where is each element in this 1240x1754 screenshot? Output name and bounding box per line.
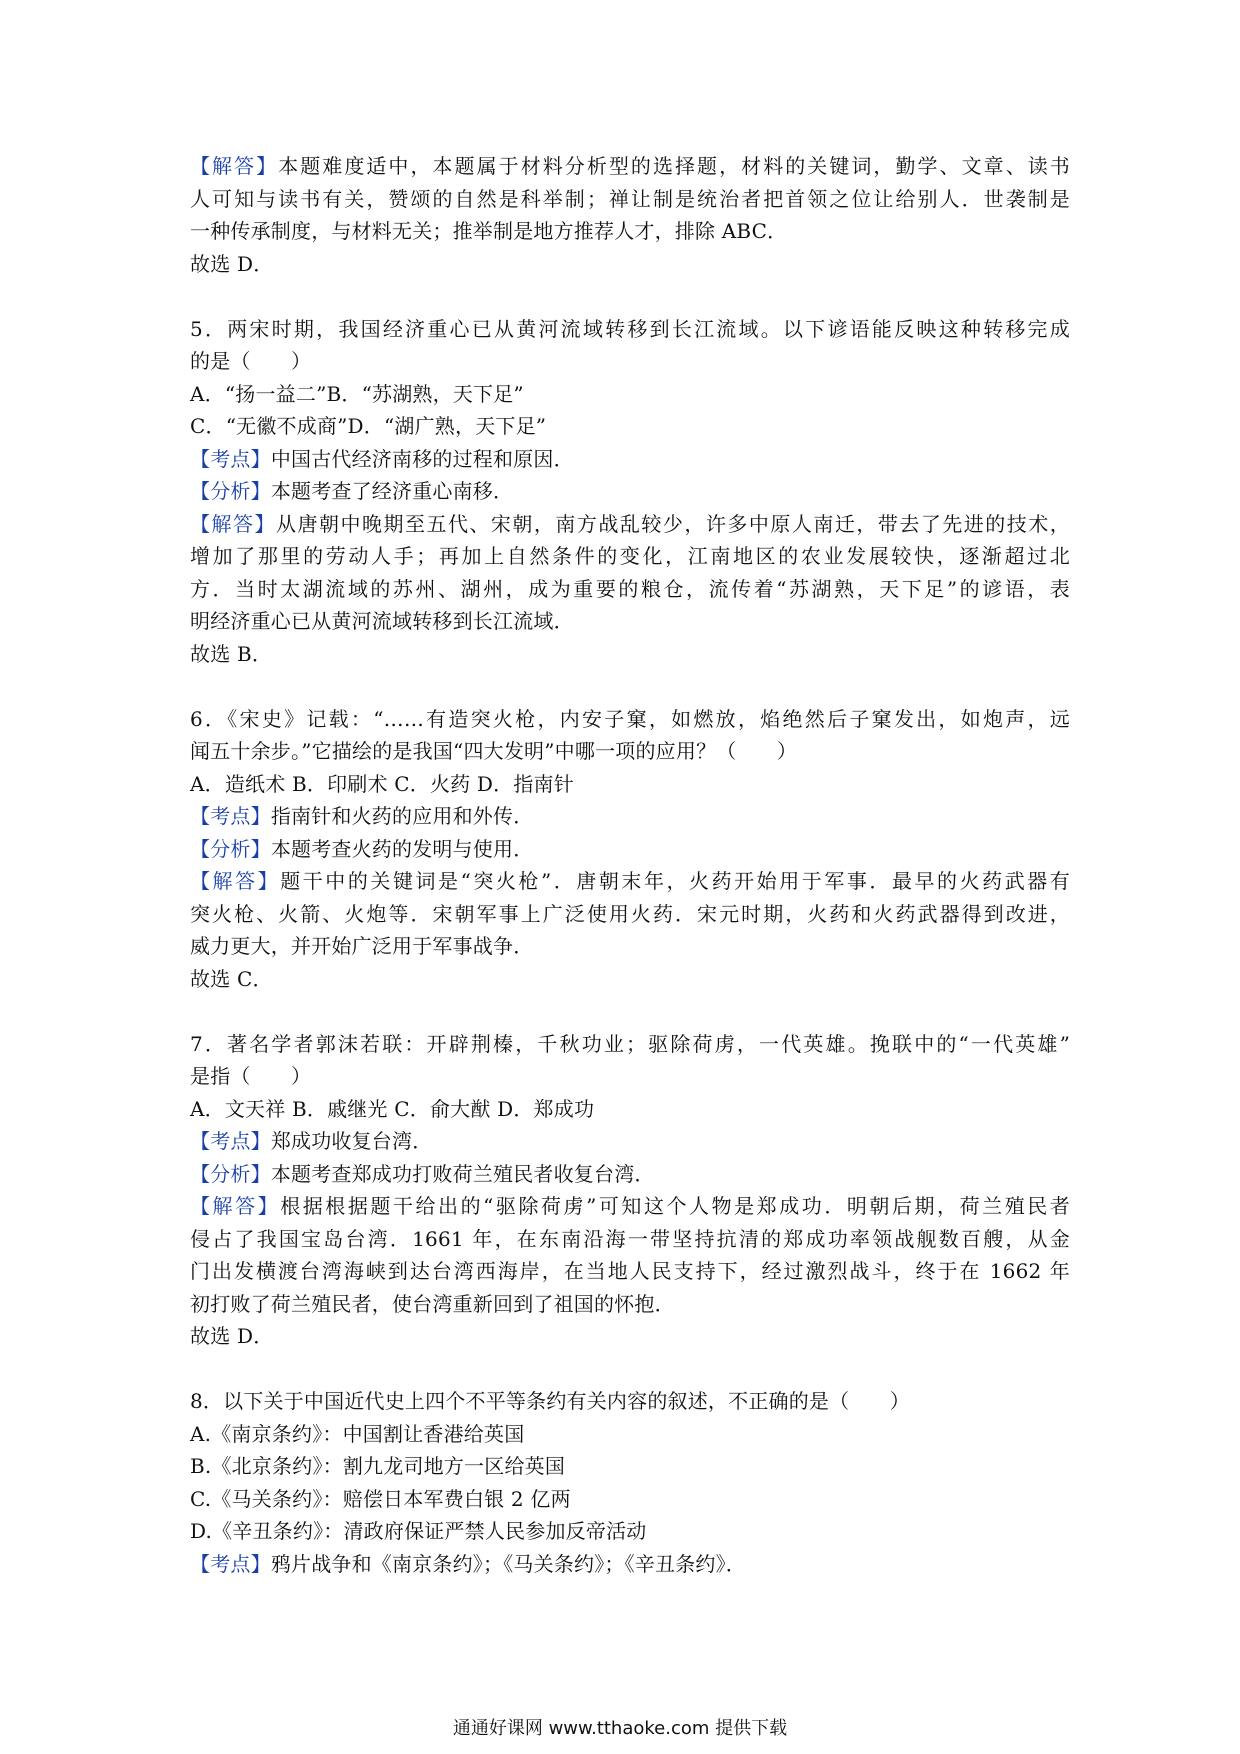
option-line: C.《马关条约》：赔偿日本军费白银 2 亿两 [190,1486,571,1511]
point-tag: 【考点】 [190,804,271,828]
question-stem: 6．《宋史》记载：“……有造突火枪，内安子窠，如燃放，焰绝然后子窠发出，如炮声，远 [190,706,1070,731]
answer-text: 本题难度适中，本题属于材料分析型的选择题，材料的关键词，勤学、文章、读书 [278,154,1070,178]
analysis-line [190,833,1070,866]
answer-line: 人可知与读书有关，赞颂的自然是科举制；禅让制是统治者把首领之位让给别人．世袭制是 [190,186,1070,211]
analysis-line [190,1158,1070,1191]
conclusion: 故选 D． [190,251,274,276]
conclusion: 故选 B． [190,641,273,666]
question-5 [190,313,1070,671]
answer-text: 题干中的关键词是“突火枪”．唐朝末年，火药开始用于军事．最早的火药武器有 [280,869,1070,893]
question-stem: 的是（ ） [190,349,312,373]
answer-line [190,1190,1070,1223]
answer-text: 根据根据题干给出的“驱除荷虏”可知这个人物是郑成功．明朝后期，荷兰殖民者 [280,1194,1070,1218]
point-text: 鸦片战争和《南京条约》；《马关条约》；《辛丑条约》． [270,1551,747,1576]
question-stem: 闻五十余步。”它描绘的是我国“四大发明”中哪一项的应用？（ ） [190,739,798,763]
option-line: B.《北京条约》：割九龙司地方一区给英国 [190,1454,566,1478]
point-tag: 【考点】 [190,446,271,471]
option-line: D.《辛丑条约》：清政府保证严禁人民参加反帝活动 [190,1519,647,1543]
point-tag: 【考点】 [190,1551,271,1576]
point-line [190,1548,1070,1581]
question-stem: 是指（ ） [190,1064,312,1088]
analysis-text: 本题考查郑成功打败荷兰殖民者收复台湾． [270,1161,655,1186]
answer-line: 门出发横渡台湾海峡到达台湾西海岸，在当地人民支持下，经过激烈战斗，终于在 1662 年 [190,1259,1070,1283]
answer-line: 方．当时太湖流域的苏州、湖州，成为重要的粮仓，流传着“苏湖熟，天下足”的谚语，表 [190,576,1070,601]
analysis-text: 本题考查了经济重心南移． [270,479,514,503]
answer-tag: 【解答】 [190,511,276,536]
answer-line: 初打败了荷兰殖民者，使台湾重新回到了祖国的怀抱． [190,1291,675,1316]
answer-line: 突火枪、火箭、火炮等．宋朝军事上广泛使用火药．宋元时期，火药和火药武器得到改进， [190,901,1070,926]
analysis-tag: 【分析】 [190,836,271,861]
answer-line: 明经济重心已从黄河流域转移到长江流域． [190,609,574,633]
analysis-tag: 【分析】 [190,479,271,503]
analysis-line [190,475,1070,508]
answer-line: 威力更大，并开始广泛用于军事战争． [190,934,534,958]
conclusion: 故选 C． [190,966,273,991]
analysis-text: 本题考查火药的发明与使用． [270,836,534,861]
answer-text: 从唐朝中晚期至五代、宋朝，南方战乱较少，许多中原人南迁，带去了先进的技术， [275,511,1070,536]
point-line [190,443,1070,476]
option-line: A．文天祥 B．戚继光 C．俞大猷 D．郑成功 [190,1096,595,1121]
option-line: A．“扬一益二”B．“苏湖熟，天下足” [190,381,524,406]
point-tag: 【考点】 [190,1129,271,1153]
conclusion: 故选 D． [190,1324,274,1348]
question-7 [190,1028,1070,1353]
point-text: 郑成功收复台湾． [270,1129,433,1153]
answer-line: 一种传承制度，与材料无关；推举制是地方推荐人才，排除 ABC． [190,219,788,243]
point-text: 指南针和火药的应用和外传． [270,804,534,828]
option-line: A.《南京条约》：中国割让香港给英国 [190,1421,525,1446]
question-8 [190,1385,1070,1580]
page-footer: 通通好课网 www.tthaoke.com 提供下载 [452,1718,788,1739]
answer-line: 增加了那里的劳动人手；再加上自然条件的变化，江南地区的农业发展较快，逐渐超过北 [190,544,1070,568]
option-line: C．“无徽不成商”D．“湖广熟，天下足” [190,414,547,438]
analysis-tag: 【分析】 [190,1161,271,1186]
question-6 [190,703,1070,996]
question-4-solution [190,150,1070,280]
answer-line [190,150,1070,183]
question-stem: 5．两宋时期，我国经济重心已从黄河流域转移到长江流域。以下谚语能反映这种转移完成 [190,316,1070,341]
answer-line [190,508,1070,541]
point-line [190,1125,1070,1158]
point-text: 中国古代经济南移的过程和原因． [270,446,574,471]
answer-tag: 【解答】 [190,869,281,893]
document-page [190,150,1070,1580]
answer-line [190,865,1070,898]
point-line [190,800,1070,833]
answer-line: 侵占了我国宝岛台湾．1661 年，在东南沿海一带坚持抗清的郑成功率领战舰数百艘，从金 [190,1226,1070,1251]
question-stem: 8．以下关于中国近代史上四个不平等条约有关内容的叙述，不正确的是（ ） [190,1389,910,1413]
option-line: A．造纸术 B．印刷术 C．火药 D．指南针 [190,771,574,796]
answer-tag: 【解答】 [190,154,279,178]
answer-tag: 【解答】 [190,1194,281,1218]
question-stem: 7．著名学者郭沫若联：开辟荆榛，千秋功业；驱除荷虏，一代英雄。挽联中的“一代英雄” [190,1031,1070,1056]
